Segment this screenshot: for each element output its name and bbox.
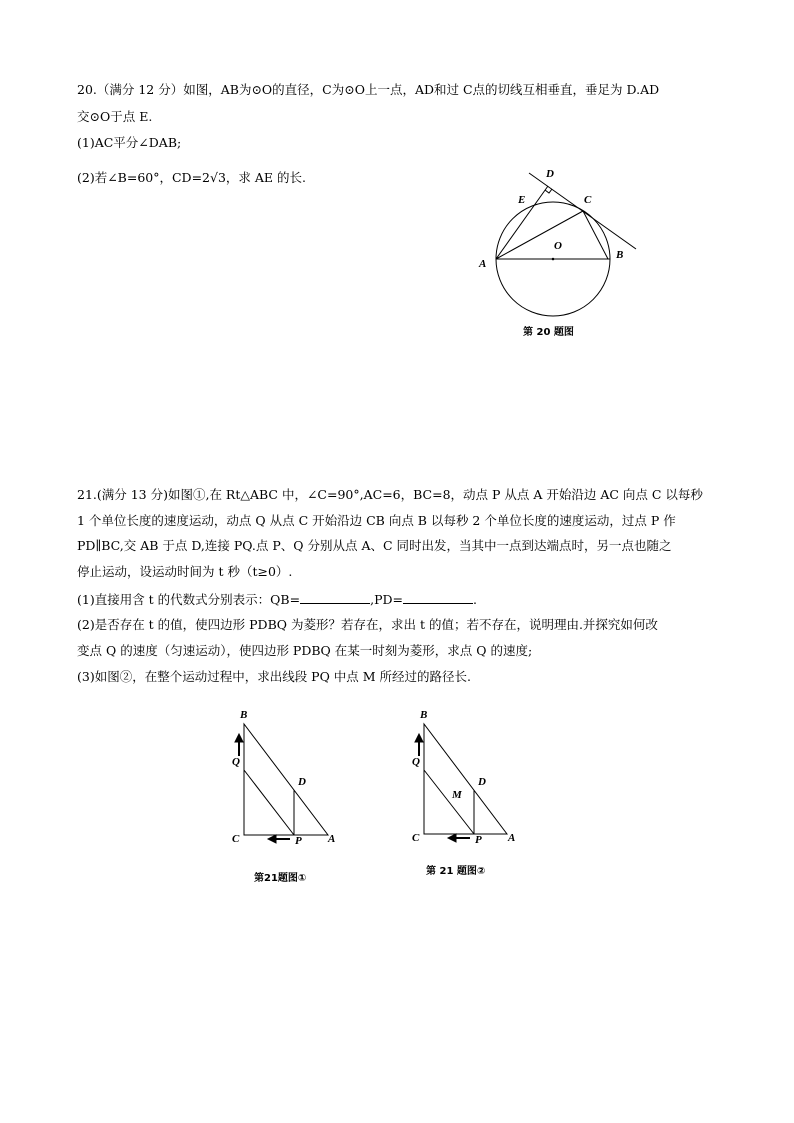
q20-figure: [496, 173, 636, 316]
answer-blank-qb[interactable]: [300, 591, 370, 604]
q21-part-2-line-2: 变点 Q 的速度（匀速运动），使四边形 PDBQ 在某一时刻为菱形，求点 Q 的速度;: [77, 643, 533, 658]
q21-figure-2-caption: 第 21 题图②: [426, 866, 486, 877]
q21-part-1: [77, 591, 477, 608]
q21-figure-2: [415, 724, 507, 842]
q20-part-2: (2)若∠B=60°，CD=2√3，求 AE 的长.: [77, 170, 306, 185]
label-c: C: [584, 194, 592, 206]
fig1-label-d: D: [298, 776, 306, 788]
q20-line-1: 20.（满分 12 分）如图，AB为⊙O的直径，C为⊙O上一点，AD和过 C点的切线互相垂直，垂足为 D.AD: [77, 82, 660, 97]
q21-line-4: 停止运动，设运动时间为 t 秒（t≥0）.: [77, 564, 293, 579]
fig1-label-b: B: [240, 709, 248, 721]
q20-part-1: (1)AC平分∠DAB;: [77, 135, 182, 150]
fig1-label-q: Q: [232, 756, 240, 768]
center-dot: [552, 258, 554, 260]
fig2-label-m: M: [452, 789, 462, 801]
q20-figure-caption: 第 20 题图: [523, 327, 574, 338]
answer-blank-pd[interactable]: [403, 591, 473, 604]
fig1-label-p: P: [295, 835, 302, 847]
line-ac: [496, 211, 583, 259]
label-e: E: [518, 194, 526, 206]
part1-mid: ,PD=: [370, 592, 403, 607]
q21-line-2: 1 个单位长度的速度运动，动点 Q 从点 C 开始沿边 CB 向点 B 以每秒 2 个单位长度的速度运动，过点 P 作: [77, 513, 676, 528]
label-a: A: [479, 258, 487, 270]
q21-part-3: (3)如图②，在整个运动过程中，求出线段 PQ 中点 M 所经过的路径长.: [77, 669, 472, 684]
label-d: D: [546, 168, 554, 180]
fig2-label-a: A: [508, 832, 516, 844]
q21-figure-1-caption: 第21题图①: [254, 873, 307, 884]
fig2-label-b: B: [420, 709, 428, 721]
fig2-label-d: D: [478, 776, 486, 788]
fig2-label-q: Q: [412, 756, 420, 768]
label-b: B: [616, 249, 624, 261]
tangent-line: [529, 173, 636, 249]
right-angle-mark: [545, 189, 552, 193]
label-o: O: [554, 240, 562, 252]
fig2-label-c: C: [412, 832, 420, 844]
q20-line-2: 交⊙O于点 E.: [77, 109, 153, 124]
q21-part-2-line-1: (2)是否存在 t 的值，使四边形 PDBQ 为菱形？若存在，求出 t 的值；若不存在，说明理由.并探究如何改: [77, 617, 658, 632]
part1-end: .: [472, 592, 477, 607]
q21-figure-1: [235, 724, 328, 843]
q21-line-1: 21.(满分 13 分)如图①,在 Rt△ABC 中，∠C=90°,AC=6，BC=8，动点 P 从点 A 开始沿边 AC 向点 C 以每秒: [77, 487, 703, 502]
fig1-label-c: C: [232, 833, 240, 845]
fig1-label-a: A: [328, 833, 336, 845]
part1-prefix: (1)直接用含 t 的代数式分别表示：QB=: [77, 592, 301, 607]
q21-line-3: PD∥BC,交 AB 于点 D,连接 PQ.点 P、Q 分别从点 A、C 同时出发，当其中一点到达端点时，另一点也随之: [77, 538, 672, 553]
fig2-label-p: P: [475, 834, 482, 846]
